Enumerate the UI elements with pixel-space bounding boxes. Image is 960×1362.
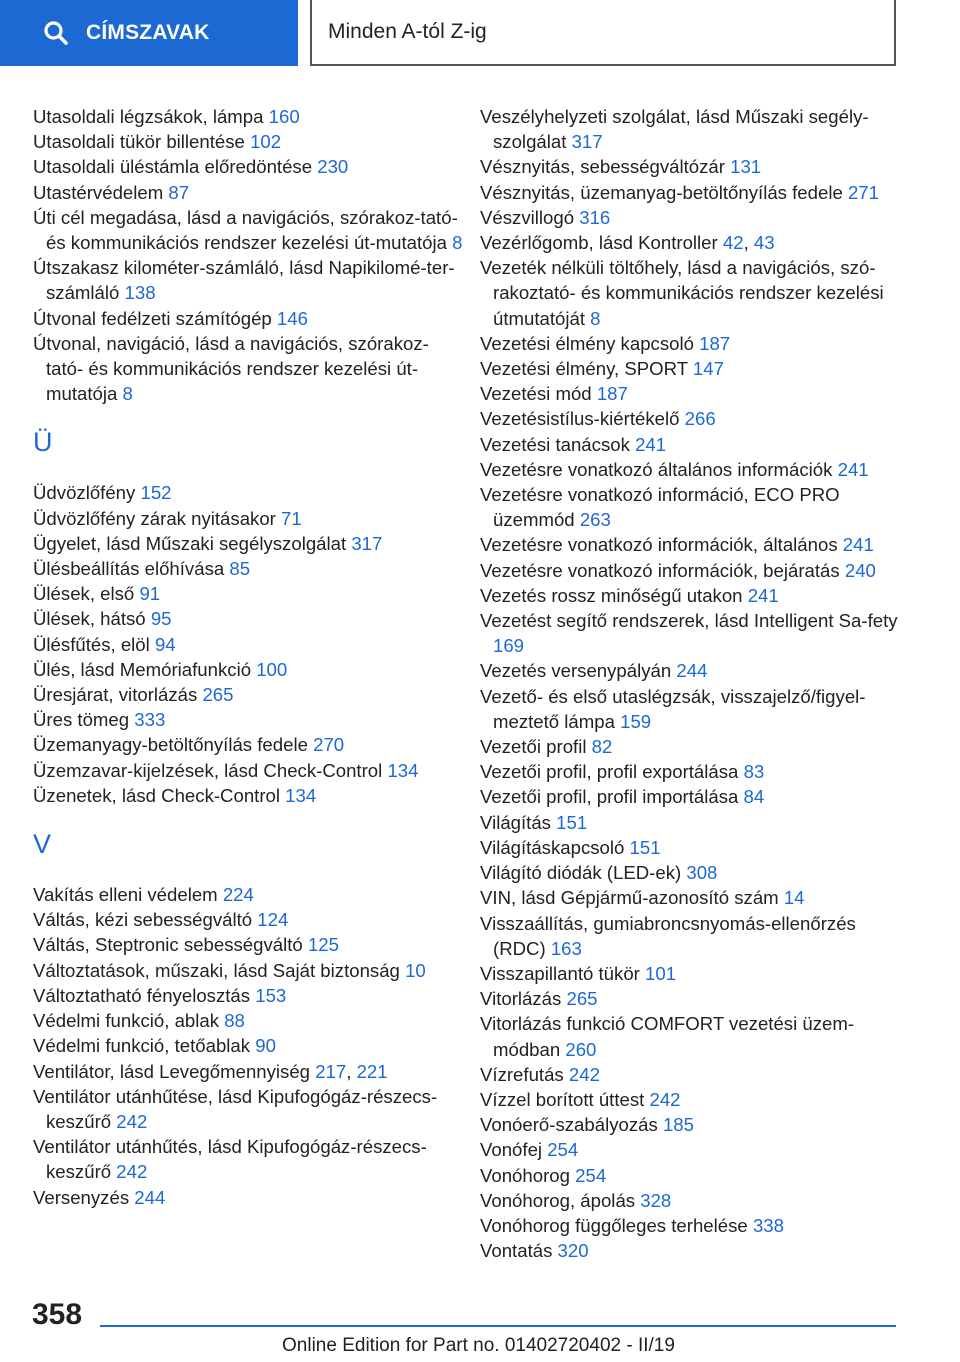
page-link[interactable]: 8 <box>590 307 601 329</box>
index-entry-text: Ülésfűtés, elöl <box>33 633 150 655</box>
index-entry <box>480 1213 900 1238</box>
page-link[interactable]: 84 <box>743 786 765 808</box>
index-entry <box>33 255 463 305</box>
index-entry <box>480 1011 900 1061</box>
index-entry-text: Ventilátor utánhűtése, lásd Kipufogógáz-részecs-keszűrő <box>33 1085 438 1132</box>
page-link[interactable]: 187 <box>699 332 731 354</box>
page-link[interactable]: 230 <box>317 156 349 178</box>
index-entry-text: Utastérvédelem <box>33 181 164 203</box>
index-entry <box>33 154 463 179</box>
index-entry <box>33 331 463 407</box>
page-link[interactable]: 320 <box>557 1240 589 1262</box>
index-entry <box>480 784 900 809</box>
index-entry <box>33 958 463 983</box>
index-entry-text: Visszapillantó tükör <box>480 962 640 984</box>
index-entry <box>33 907 463 932</box>
index-entry-text: Üzenetek, lásd Check-Control <box>33 784 280 806</box>
index-entry <box>480 860 900 885</box>
index-entry <box>480 482 900 532</box>
index-entry-text: Üdvözlőfény zárak nyitásakor <box>33 507 276 529</box>
page-link[interactable]: 317 <box>571 131 603 153</box>
page-link[interactable]: 102 <box>250 131 282 153</box>
index-entry <box>33 783 463 808</box>
index-entry <box>480 457 900 482</box>
index-entry <box>480 180 900 205</box>
page-link[interactable]: 124 <box>257 909 289 931</box>
index-entry-text: Útszakasz kilométer-számláló, lásd Napikilomé-ter-számláló <box>33 257 455 304</box>
index-entry <box>480 608 900 658</box>
page-link[interactable]: 151 <box>629 836 661 858</box>
index-entry-text: Útvonal fedélzeti számítógép <box>33 307 272 329</box>
index-entry-text: VIN, lásd Gépjármű-azonosító szám <box>480 887 779 909</box>
page-link[interactable]: 42 <box>722 232 744 254</box>
index-entry <box>33 180 463 205</box>
index-entry <box>480 1087 900 1112</box>
page-link[interactable]: 95 <box>150 608 172 630</box>
index-entry <box>33 1033 463 1058</box>
index-entry <box>33 1185 463 1210</box>
index-entry-text: Ülésbeállítás előhívása <box>33 558 225 580</box>
index-entry-text: Ülések, hátsó <box>33 608 146 630</box>
index-entry <box>480 255 900 331</box>
page-link[interactable]: 159 <box>620 710 652 732</box>
index-entry <box>480 759 900 784</box>
index-entry-text: Védelmi funkció, tetőablak <box>33 1035 251 1057</box>
index-column-right <box>480 104 900 1263</box>
index-entry <box>480 1188 900 1213</box>
index-entry <box>33 129 463 154</box>
index-entry <box>480 1137 900 1162</box>
index-entry-text: Utasoldali üléstámla előredöntése <box>33 156 313 178</box>
page-link[interactable]: 8 <box>122 383 133 405</box>
page-link[interactable]: 101 <box>645 962 677 984</box>
index-entry <box>33 1134 463 1184</box>
page-link[interactable]: 254 <box>575 1164 607 1186</box>
index-entry <box>480 331 900 356</box>
page-link[interactable]: 87 <box>168 181 190 203</box>
page-link[interactable]: 91 <box>139 583 161 605</box>
page-link[interactable]: 244 <box>676 660 708 682</box>
page-link[interactable]: 8 <box>452 232 463 254</box>
index-entry <box>33 506 463 531</box>
page-link[interactable]: 265 <box>566 988 598 1010</box>
page-link[interactable]: 152 <box>140 482 172 504</box>
index-entry-text: Vezérlőgomb, lásd Kontroller <box>480 232 718 254</box>
index-entry <box>33 480 463 505</box>
index-entry-text: Vonófej <box>480 1139 543 1161</box>
index-entry <box>33 707 463 732</box>
index-entry <box>480 1112 900 1137</box>
page-link[interactable]: 221 <box>356 1060 388 1082</box>
page-link[interactable]: 260 <box>565 1038 597 1060</box>
page-link[interactable]: 100 <box>256 658 288 680</box>
page-link[interactable]: 125 <box>307 934 339 956</box>
index-tab-label: Minden A-tól Z-ig <box>328 20 487 43</box>
index-entry-text: Vezetési élmény kapcsoló <box>480 332 694 354</box>
index-entry-text: Vészvillogó <box>480 206 575 228</box>
page-link[interactable]: 134 <box>285 784 317 806</box>
index-entry-text: Vezetési mód <box>480 383 592 405</box>
index-entry: Vezérlőgomb, lásd Kontroller 42, 43 <box>480 232 775 254</box>
index-entry <box>480 961 900 986</box>
index-entry <box>480 154 900 179</box>
page-link[interactable]: 308 <box>686 862 718 884</box>
index-entry <box>33 306 463 331</box>
search-icon <box>42 19 70 47</box>
index-entry <box>33 632 463 657</box>
index-entry <box>480 104 900 154</box>
page-link[interactable]: 224 <box>222 884 254 906</box>
index-entry-text: Változtatható fényelosztás <box>33 984 251 1006</box>
index-entry <box>33 732 463 757</box>
index-entry-text: Vezető- és első utaslégzsák, visszajelző/figyel-meztető lámpa <box>480 685 866 732</box>
index-entry <box>480 381 900 406</box>
index-tab[interactable] <box>310 0 896 66</box>
page-link[interactable]: 160 <box>268 106 300 127</box>
index-entry-text: Utasoldali légzsákok, lámpa <box>33 106 264 127</box>
page-number: 358 <box>32 1298 83 1331</box>
page-link[interactable]: 338 <box>752 1214 784 1236</box>
index-entry <box>480 205 900 230</box>
page-link[interactable]: 134 <box>387 759 419 781</box>
footer-edition: Online Edition for Part no. 01402720402 - II/19 <box>282 1335 675 1356</box>
index-entry-text: Vonóhorog függőleges terhelése <box>480 1214 748 1236</box>
page-link[interactable]: 317 <box>351 532 383 554</box>
page-link[interactable]: 151 <box>556 811 588 833</box>
index-entry <box>33 531 463 556</box>
index-entry-text: Vésznyitás, üzemanyag-betöltőnyílás fedele <box>480 181 843 203</box>
index-entry-text: Vezetésistílus-kiértékelő <box>480 408 680 430</box>
page-link[interactable]: 10 <box>405 959 426 981</box>
index-entry-text: Vezeték nélküli töltőhely, lásd a navigációs, szó-rakoztató- és kommunikációs rendszer kezelési útmutatóját <box>480 257 884 329</box>
index-entry-text: Vitorlázás funkció COMFORT vezetési üzem-módban <box>480 1013 855 1060</box>
index-entry-text: Világítás <box>480 811 551 833</box>
page-link[interactable]: 82 <box>591 736 613 758</box>
index-entry-text: Vezetést segítő rendszerek, lásd Intelligent Sa-fety <box>480 610 898 632</box>
page-link[interactable]: 240 <box>844 559 876 581</box>
index-entry <box>480 835 900 860</box>
footer-rule <box>100 1325 896 1327</box>
page-link[interactable]: 217 <box>315 1060 347 1082</box>
index-entry <box>33 205 463 255</box>
page-link[interactable]: 131 <box>730 156 762 178</box>
index-entry-text: Vezetésre vonatkozó információk, bejáratás <box>480 559 840 581</box>
header-bar <box>0 0 960 66</box>
index-entry-text: Vezetésre vonatkozó információ, ECO PRO üzemmód <box>480 484 840 531</box>
index-entry-text: Úti cél megadása, lásd a navigációs, szórakoz-tató- és kommunikációs rendszer kezelési út-mutatója <box>33 206 458 254</box>
page-link[interactable]: 185 <box>662 1114 694 1136</box>
index-entry-text: Útvonal, navigáció, lásd a navigációs, szórakoz-tató- és kommunikációs rendszer kezelési út-mutatója <box>33 332 429 405</box>
index-entry-text: Vonóhorog <box>480 1164 570 1186</box>
page-link[interactable]: 241 <box>747 584 779 606</box>
index-entry-text: Ventilátor utánhűtés, lásd Kipufogógáz-részecs-keszűrő <box>33 1136 427 1183</box>
index-entry <box>33 758 463 783</box>
index-entry-text: Változtatások, műszaki, lásd Saját biztonság <box>33 959 400 981</box>
index-entry-text: Vezetésre vonatkozó általános információk <box>480 458 833 480</box>
index-entry-text: Váltás, Steptronic sebességváltó <box>33 934 303 956</box>
index-entry-text: Vésznyitás, sebességváltózár <box>480 156 725 178</box>
page-link[interactable]: 242 <box>116 1110 148 1132</box>
page-link[interactable]: 90 <box>255 1035 276 1057</box>
index-entry-text: Ventilátor, lásd Levegőmennyiség <box>33 1060 311 1082</box>
index-entry <box>33 932 463 957</box>
page-link[interactable]: 88 <box>224 1010 245 1032</box>
page-link[interactable]: 265 <box>202 684 234 706</box>
index-entry <box>480 1062 900 1087</box>
page-link[interactable]: 169 <box>493 635 525 657</box>
index-entry-text: Üresjárat, vitorlázás <box>33 684 198 706</box>
index-entry <box>480 734 900 759</box>
index-entry <box>480 583 900 608</box>
page-link[interactable]: 244 <box>134 1186 166 1208</box>
index-entry-text: Üres tömeg <box>33 709 130 731</box>
index-column-left <box>33 104 463 1210</box>
index-entry-text: Védelmi funkció, ablak <box>33 1010 220 1032</box>
index-entry-text: Vezetés versenypályán <box>480 660 672 682</box>
index-entry <box>33 581 463 606</box>
search-tab-label: CÍMSZAVAK <box>86 21 210 44</box>
index-entry-text: Ülés, lásd Memóriafunkció <box>33 658 252 680</box>
page-link[interactable]: 270 <box>313 734 345 756</box>
index-entry <box>33 882 463 907</box>
page-link[interactable]: 242 <box>568 1063 600 1085</box>
index-entry <box>480 885 900 910</box>
page-link[interactable]: 241 <box>635 433 667 455</box>
index-entry-text: Üzemzavar-kijelzések, lásd Check-Control <box>33 759 383 781</box>
index-entry-text: Üzemanyagy-betöltőnyílás fedele <box>33 734 308 756</box>
page-link[interactable]: 271 <box>847 181 879 203</box>
page-link[interactable]: 83 <box>743 761 765 783</box>
index-entry-text: Vízrefutás <box>480 1063 564 1085</box>
index-entry-text: Világításkapcsoló <box>480 836 625 858</box>
index-entry <box>480 406 900 431</box>
index-entry <box>480 558 900 583</box>
index-entry: Ventilátor, lásd Levegőmennyiség 217, 221 <box>33 1060 388 1082</box>
page-link[interactable]: 254 <box>547 1139 579 1161</box>
page-link[interactable]: 187 <box>596 383 628 405</box>
index-entry <box>480 1163 900 1188</box>
page-link[interactable]: 146 <box>276 307 308 329</box>
page-link[interactable]: 263 <box>579 509 611 531</box>
index-entry-text: Vonóhorog, ápolás <box>480 1189 636 1211</box>
index-entry-text: Világító diódák (LED-ek) <box>480 862 682 884</box>
page-link[interactable]: 266 <box>684 408 716 430</box>
index-entry-text: Váltás, kézi sebességváltó <box>33 909 253 931</box>
page-link[interactable]: 138 <box>124 282 156 304</box>
index-entry <box>480 986 900 1011</box>
index-entry-text: Vízzel borított úttest <box>480 1088 645 1110</box>
index-entry-text: Vontatás <box>480 1240 553 1262</box>
index-entry <box>480 356 900 381</box>
index-entry <box>33 556 463 581</box>
index-letter-heading: Ü <box>33 427 53 458</box>
page-link[interactable]: 241 <box>842 534 874 556</box>
index-entry-text: Visszaállítás, gumiabroncsnyomás-ellenőrzés (RDC) <box>480 912 856 959</box>
index-entry-text: Vakítás elleni védelem <box>33 884 218 906</box>
index-entry <box>480 1238 900 1263</box>
page-link[interactable]: 328 <box>640 1189 672 1211</box>
index-entry-text: Vezetési tanácsok <box>480 433 630 455</box>
index-entry <box>33 606 463 631</box>
index-entry-text: Versenyzés <box>33 1186 130 1208</box>
index-entry-text: Utasoldali tükör billentése <box>33 131 245 153</box>
page-link[interactable]: 316 <box>579 206 611 228</box>
index-entry-text: Veszélyhelyzeti szolgálat, lásd Műszaki segély-szolgálat <box>480 106 869 153</box>
index-entry <box>480 432 900 457</box>
index-entry-text: Vitorlázás <box>480 988 562 1010</box>
index-entry-text: Vezetői profil, profil exportálása <box>480 761 739 783</box>
page-link[interactable]: 147 <box>692 358 724 380</box>
index-entry <box>33 1008 463 1033</box>
page-link[interactable]: 163 <box>550 937 582 959</box>
index-entry-text: Vezetési élmény, SPORT <box>480 358 688 380</box>
index-entry-text: Vezetés rossz minőségű utakon <box>480 584 743 606</box>
index-entry <box>33 657 463 682</box>
search-tab[interactable] <box>0 0 298 66</box>
index-entry <box>480 810 900 835</box>
index-entry <box>33 104 463 129</box>
page-link[interactable]: 85 <box>229 558 251 580</box>
index-entry-text: Ügyelet, lásd Műszaki segélyszolgálat <box>33 532 347 554</box>
index-entry-text: Vezetésre vonatkozó információk, általános <box>480 534 838 556</box>
index-entry <box>480 911 900 961</box>
index-entry-text: Vezetői profil, profil importálása <box>480 786 739 808</box>
page-link[interactable]: 94 <box>154 633 176 655</box>
page-link[interactable]: 242 <box>649 1088 681 1110</box>
index-entry-text: Vezetői profil <box>480 736 587 758</box>
page-link[interactable]: 43 <box>753 232 775 254</box>
index-entry <box>480 684 900 734</box>
page-link[interactable]: 241 <box>837 458 869 480</box>
page-link[interactable]: 71 <box>281 507 302 529</box>
page-link[interactable]: 153 <box>255 984 287 1006</box>
page-link[interactable]: 14 <box>783 887 805 909</box>
page-link[interactable]: 333 <box>134 709 166 731</box>
index-letter-heading: V <box>33 829 52 860</box>
index-entry <box>33 682 463 707</box>
index-entry-text: Ülések, első <box>33 583 135 605</box>
index-entry <box>33 1084 463 1134</box>
index-entry <box>33 983 463 1008</box>
index-entry-text: Üdvözlőfény <box>33 482 136 504</box>
index-entry <box>480 532 900 557</box>
index-entry-text: Vonóerő-szabályozás <box>480 1114 658 1136</box>
index-entry <box>480 658 900 683</box>
page-link[interactable]: 242 <box>116 1161 148 1183</box>
